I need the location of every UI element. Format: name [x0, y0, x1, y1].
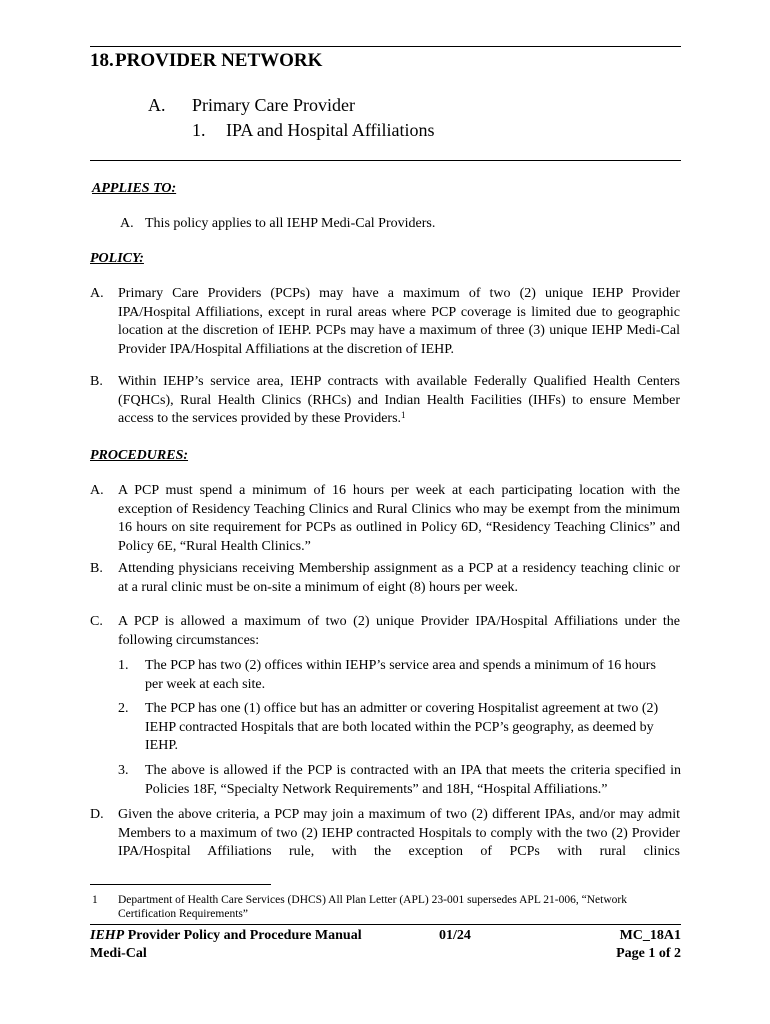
procedure-item-marker: B.	[90, 561, 103, 576]
procedure-subitem-text: The PCP has two (2) offices within IEHP’s service area and spends a minimum of 16 hours per week at each site.	[145, 658, 656, 692]
procedure-item-text: A PCP is allowed a maximum of two (2) unique Provider IPA/Hospital Affiliations under the following circumstances:	[118, 614, 680, 648]
footer-date: 01/24	[439, 928, 471, 943]
footer-page-number: Page 1 of 2	[616, 946, 681, 961]
footnote-text: Department of Health Care Services (DHCS) All Plan Letter (APL) 23-001 supersedes APL 21-006, “Network Certification Requirements”	[118, 894, 627, 920]
top-rule	[90, 46, 681, 47]
footnote-separator	[90, 884, 271, 885]
chapter-heading	[90, 50, 322, 72]
procedures-heading: PROCEDURES:	[90, 448, 189, 463]
footer-manual-rest: Provider Policy and Procedure Manual	[124, 928, 362, 943]
chapter-number: 18.	[90, 50, 114, 71]
chapter-title: PROVIDER NETWORK	[115, 50, 323, 71]
subsection-title: IPA and Hospital Affiliations	[226, 120, 435, 140]
footer-rule	[90, 924, 681, 925]
applies-to-marker: A.	[120, 216, 134, 231]
policy-item-marker: B.	[90, 374, 103, 389]
footer-manual-iehp: IEHP	[90, 928, 125, 943]
footnote-marker: 1	[92, 894, 98, 906]
procedure-item-text: Attending physicians receiving Membership assignment as a PCP at a residency teaching clinic or at a rural clinic must be on-site a minimum of eight (8) hours per week.	[118, 561, 680, 595]
procedure-subitem-text: The above is allowed if the PCP is contracted with an IPA that meets the criteria specified in Policies 18F, “Specialty Network Requirements” and 18H, “Hospital Affiliations.”	[145, 763, 681, 797]
procedure-subitem-marker: 3.	[118, 763, 129, 778]
footer-program: Medi-Cal	[90, 946, 147, 961]
procedure-item-marker: D.	[90, 807, 104, 822]
applies-to-heading: APPLIES TO:	[92, 181, 177, 196]
applies-to-text: This policy applies to all IEHP Medi-Cal Providers.	[145, 216, 436, 231]
policy-item-marker: A.	[90, 286, 104, 301]
policy-item-text: Primary Care Providers (PCPs) may have a maximum of two (2) unique IEHP Provider IPA/Hospital Affiliations, except in rural areas where PCP coverage is limited due to geographic location at the discretion of IEHP. PCPs may have a maximum of three (3) unique IEHP Medi-Cal Provider IPA/Hospital Affiliations at the discretion of IEHP.	[118, 286, 680, 357]
policy-item-body	[118, 373, 680, 429]
footnote-reference: 1	[401, 410, 406, 420]
header-bottom-rule	[90, 160, 681, 161]
subsection-number: 1.	[192, 120, 206, 140]
procedure-item-marker: C.	[90, 614, 103, 629]
procedure-item-text: A PCP must spend a minimum of 16 hours per week at each participating location with the exception of Residency Teaching Clinics and Rural Clinics who may be exempt from the minimum 16 hours on site requirement for PCPs as outlined in Policy 6D, “Residency Teaching Clinics” and Policy 6E, “Rural Health Clinics.”	[118, 483, 680, 554]
procedure-item-marker: A.	[90, 483, 104, 498]
procedure-subitem-text: The PCP has one (1) office but has an admitter or covering Hospitalist agreement at two (2) IEHP contracted Hospitals that are both located within the PCP’s geography, as deemed by IEHP.	[145, 701, 659, 753]
procedure-item-text: Given the above criteria, a PCP may join a maximum of two (2) different IPAs, and/or may admit Members to a maximum of two (2) IEHP contracted Hospitals to comply with the two (2) Provider IPA/Hospital Affiliations rule, with the exception of PCPs with rural clinics	[118, 807, 680, 859]
footer-manual-title	[90, 927, 362, 945]
policy-heading: POLICY:	[90, 251, 144, 266]
section-letter: A.	[148, 95, 166, 115]
policy-item-text: Within IEHP’s service area, IEHP contracts with available Federally Qualified Health Centers (FQHCs), Rural Health Clinics (RHCs) and Indian Health Facilities (IHFs) to ensure Member access to the services provided by these Providers.	[118, 374, 680, 426]
procedure-subitem-marker: 1.	[118, 658, 129, 673]
procedure-subitem-marker: 2.	[118, 701, 129, 716]
footer-policy-code: MC_18A1	[619, 928, 681, 943]
section-title: Primary Care Provider	[192, 95, 355, 115]
